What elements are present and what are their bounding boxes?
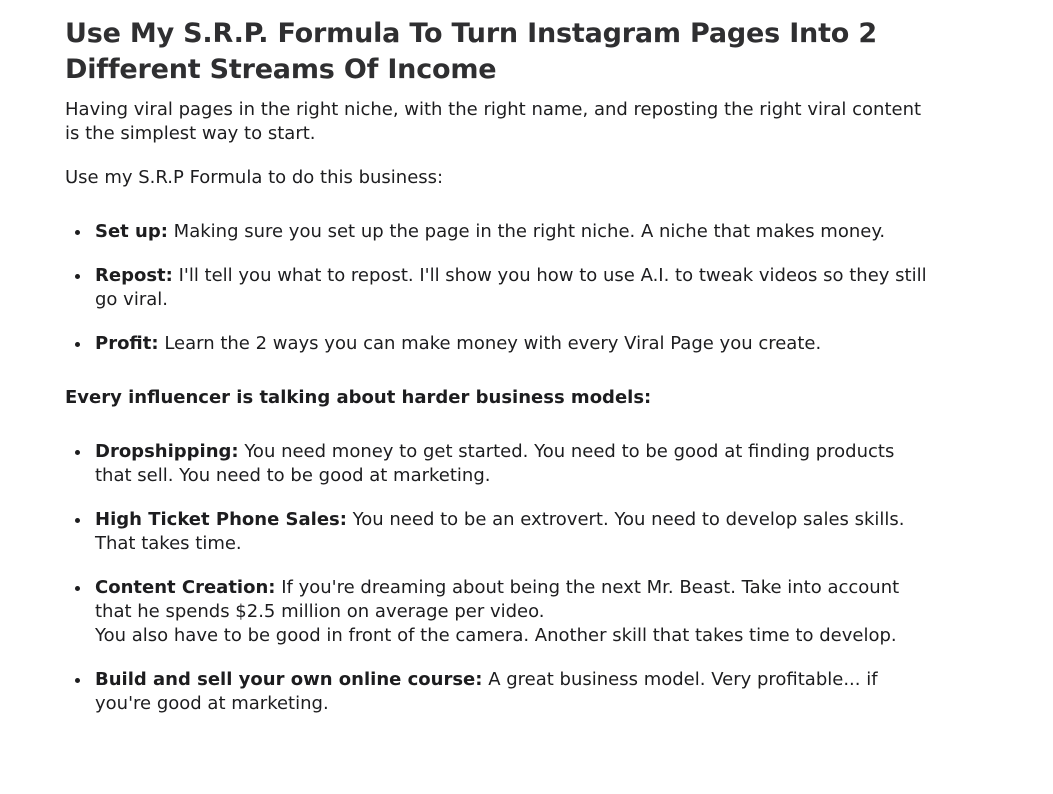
list-item-term: Dropshipping: [95,441,239,462]
bullet-icon [75,274,80,279]
list-item-phone-sales [95,508,935,556]
list-item-text-continued: You also have to be good in front of the camera. Another skill that takes time to develop. [95,625,897,646]
list-item-text: I'll tell you what to repost. I'll show you how to use A.I. to tweak videos so they still go viral. [95,265,927,310]
list-item-profit [95,332,935,356]
list-item-text: Learn the 2 ways you can make money with every Viral Page you create. [158,333,822,354]
list-item-content-creation [95,576,935,648]
bullet-icon [75,450,80,455]
list-item-text: You need money to get started. You need to be good at finding products that sell. You need to be good at marketing. [95,441,895,486]
bullet-icon [75,342,80,347]
list-item-term: Profit: [95,333,159,354]
formula-list [65,220,935,356]
list-item-text: You need to be an extrovert. You need to develop sales skills. That takes time. [95,509,905,554]
list-item-term: Repost: [95,265,173,286]
intro-paragraph: Having viral pages in the right niche, with the right name, and reposting the right viral content is the simplest way to start. [65,99,922,144]
list-item-text: Making sure you set up the page in the right niche. A niche that makes money. [167,221,886,242]
bullet-icon [75,586,80,591]
models-heading: Every influencer is talking about harder business models: [65,387,652,408]
article-content [65,16,935,716]
list-item-term: High Ticket Phone Sales: [95,509,347,530]
list-item-online-course [95,668,935,716]
bullet-icon [75,518,80,523]
list-item-term: Build and sell your own online course: [95,669,483,690]
list-item-term: Set up: [95,221,168,242]
list-item-text: A great business model. Very profitable... if you're good at marketing. [95,669,878,714]
list-item-setup [95,220,935,244]
formula-lead-paragraph: Use my S.R.P Formula to do this business: [65,167,444,188]
list-item-dropshipping [95,440,935,488]
bullet-icon [75,678,80,683]
list-item-term: Content Creation: [95,577,276,598]
bullet-icon [75,230,80,235]
business-models-list [65,440,935,716]
list-item-text: If you're dreaming about being the next Mr. Beast. Take into account that he spends $2.5 million on average per video. [95,577,900,622]
list-item-repost [95,264,935,312]
page-title: Use My S.R.P. Formula To Turn Instagram Pages Into 2 Different Streams Of Income [65,18,877,85]
